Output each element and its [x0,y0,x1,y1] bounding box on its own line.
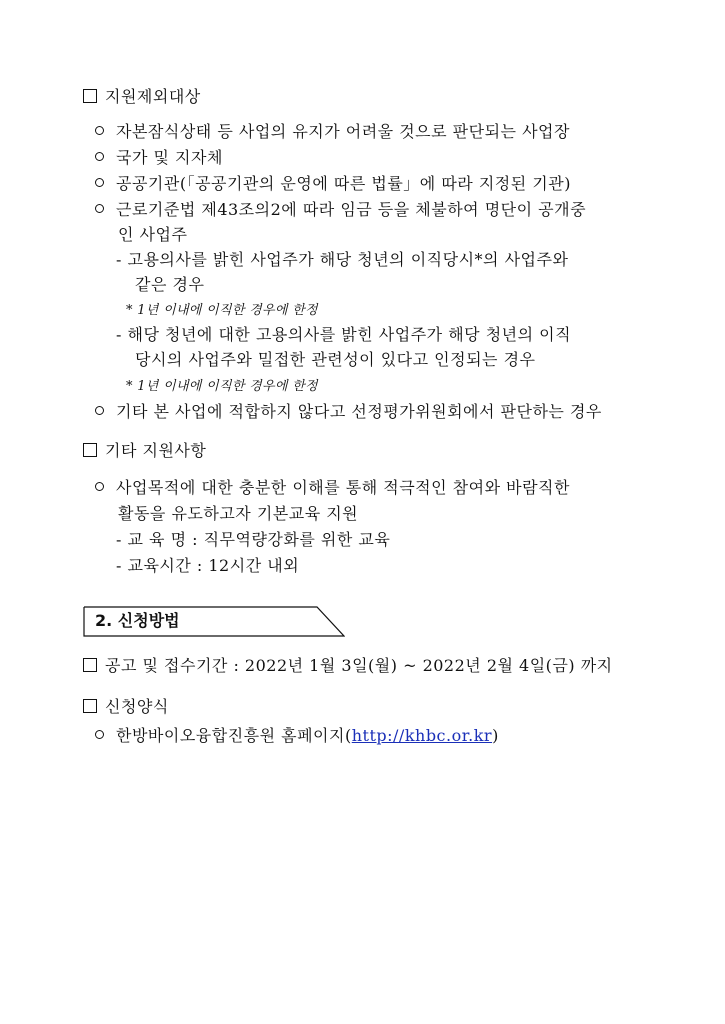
bullet-circle-icon [95,126,104,135]
exclusion-sub-2: - 해당 청년에 대한 고용의사를 밝힌 사업주가 해당 청년의 이직 [116,325,572,344]
exclusion-item-2-text: 국가 및 지자체 [116,148,223,167]
other-support-item-text: 사업목적에 대한 충분한 이해를 통해 적극적인 참여와 바람직한 [116,478,570,497]
other-support-sub-1: - 교 육 명 : 직무역량강화를 위한 교육 [116,530,391,549]
link-close-paren: ) [492,726,499,745]
bullet-circle-icon [95,482,104,491]
bullet-circle-icon [95,204,104,213]
exclusion-sub-2-cont: 당시의 사업주와 밀접한 관련성이 있다고 인정되는 경우 [135,350,536,369]
form-heading-text: 신청양식 [105,697,169,716]
exclusion-item-2 [95,147,223,169]
exclusion-sub-1-cont: 같은 경우 [135,275,205,294]
bullet-circle-icon [95,406,104,415]
other-support-heading [83,440,206,462]
exclusion-item-3-text: 공공기관(「공공기관의 운영에 따른 법률」에 따라 지정된 기관) [116,174,571,193]
other-support-item-cont: 활동을 유도하고자 기본교육 지원 [118,504,359,523]
exclusion-item-5 [95,401,602,423]
exclusion-item-1-text: 자본잠식상태 등 사업의 유지가 어려울 것으로 판단되는 사업장 [116,122,570,141]
checkbox-square-icon [83,89,97,103]
period-text: 공고 및 접수기간 : 2022년 1월 3일(월) ~ 2022년 2월 4일(금) 까지 [105,656,613,675]
exclusion-item-4-cont: 인 사업주 [118,225,188,244]
exclusion-note-2: * 1년 이내에 이직한 경우에 한정 [126,379,318,394]
other-support-item [95,477,570,499]
exclusion-item-3 [95,173,571,195]
form-item [95,725,499,747]
checkbox-square-icon [83,658,97,672]
other-support-sub-2: - 교육시간 : 12시간 내외 [116,556,300,575]
bullet-circle-icon [95,152,104,161]
exclusion-heading [83,86,201,108]
other-support-heading-text: 기타 지원사항 [105,441,207,460]
form-heading [83,696,169,718]
exclusion-note-1: * 1년 이내에 이직한 경우에 한정 [126,303,318,318]
exclusion-sub-1: - 고용의사를 밝힌 사업주가 해당 청년의 이직당시*의 사업주와 [116,250,569,269]
checkbox-square-icon [83,699,97,713]
checkbox-square-icon [83,443,97,457]
section-2-title: 2. 신청방법 [95,611,180,630]
form-item-text: 한방바이오융합진흥원 홈페이지 [116,726,345,745]
exclusion-item-4-text: 근로기준법 제43조의2에 따라 임금 등을 체불하여 명단이 공개중 [116,200,587,219]
exclusion-item-1 [95,121,570,143]
bullet-circle-icon [95,730,104,739]
homepage-link[interactable]: http://khbc.or.kr [351,726,493,745]
link-open-paren: ( [344,726,352,745]
section-2-header [83,606,345,636]
period-line [83,655,613,677]
bullet-circle-icon [95,178,104,187]
exclusion-item-4 [95,199,586,221]
exclusion-item-5-text: 기타 본 사업에 적합하지 않다고 선정평가위원회에서 판단하는 경우 [116,402,602,421]
exclusion-heading-text: 지원제외대상 [105,87,201,106]
